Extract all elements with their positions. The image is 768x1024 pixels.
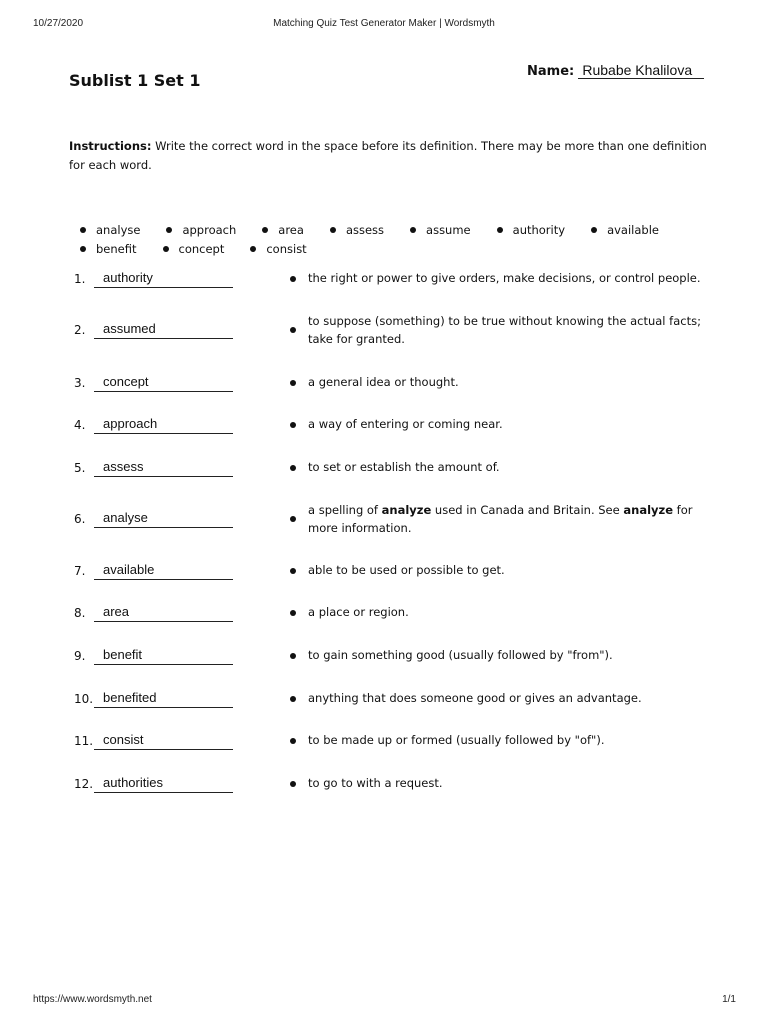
answer-field[interactable] [94, 776, 233, 793]
bullet-icon [250, 246, 256, 252]
definition-fragment: for more information. [308, 503, 693, 535]
word-bank-word: analyse [96, 223, 141, 237]
definition-text: anything that does someone good or gives an advantage. [308, 691, 642, 705]
question-number: 9. [74, 649, 86, 663]
definition-keyword: analyze [623, 503, 674, 517]
bullet-icon [262, 227, 268, 233]
question-number: 1. [74, 272, 86, 286]
answer-field[interactable] [94, 605, 233, 622]
answer-field[interactable] [94, 691, 233, 708]
bullet-icon [290, 696, 296, 702]
word-bank-word: assume [426, 223, 471, 237]
word-bank-item [80, 240, 137, 259]
bullet-icon [290, 465, 296, 471]
question-number: 4. [74, 418, 86, 432]
word-bank-item [330, 221, 384, 240]
instructions-label: Instructions: [69, 139, 152, 153]
question-number: 5. [74, 461, 86, 475]
word-bank-word: assess [345, 223, 385, 237]
answer-text: benefited [103, 690, 157, 705]
word-bank-item [591, 221, 659, 240]
question-number: 2. [74, 323, 86, 337]
word-bank-item [497, 221, 565, 240]
answer-text: available [103, 562, 155, 577]
question-number: 6. [74, 512, 86, 526]
definition-text: a general idea or thought. [308, 375, 459, 389]
print-page-title: Matching Quiz Test Generator Maker | Wordsmyth [273, 18, 495, 29]
bullet-icon [290, 327, 296, 333]
word-bank-item [163, 240, 225, 259]
definition-text: to set or establish the amount of. [308, 460, 500, 474]
bullet-icon [290, 568, 296, 574]
answer-text: area [103, 604, 130, 619]
bullet-icon [330, 227, 336, 233]
answer-text: authorities [103, 775, 163, 790]
answer-text: approach [103, 416, 158, 431]
bullet-icon [290, 653, 296, 659]
word-bank-word: authority [512, 223, 566, 237]
question-number: 10. [74, 692, 94, 706]
bullet-icon [80, 246, 86, 252]
name-label: Name: [527, 64, 575, 79]
definition-keyword: analyze [381, 503, 432, 517]
word-bank-word: concept [178, 242, 225, 256]
answer-text: assess [103, 459, 144, 474]
definition-text: to be made up or formed (usually followed by "of"). [308, 733, 605, 747]
word-bank-item [250, 240, 306, 259]
definition-text: the right or power to give orders, make decisions, or control people. [308, 271, 701, 285]
bullet-icon [290, 276, 296, 282]
definition-text: able to be used or possible to get. [308, 563, 505, 577]
answer-text: benefit [103, 647, 143, 662]
question-number: 8. [74, 606, 86, 620]
answer-field[interactable] [94, 511, 233, 528]
print-url: https://www.wordsmyth.net [33, 994, 152, 1005]
name-field [527, 62, 704, 79]
bullet-icon [410, 227, 416, 233]
word-bank-word: benefit [96, 242, 137, 256]
print-date: 10/27/2020 [33, 18, 84, 29]
word-bank-word: consist [266, 242, 307, 256]
bullet-icon [290, 380, 296, 386]
answer-field[interactable] [94, 460, 233, 477]
bullet-icon [497, 227, 503, 233]
word-bank-word: approach [182, 223, 237, 237]
bullet-icon [290, 738, 296, 744]
answer-field[interactable] [94, 271, 233, 288]
answer-text: analyse [103, 510, 148, 525]
answer-field[interactable] [94, 322, 233, 339]
word-bank-item [410, 221, 471, 240]
answer-field[interactable] [94, 563, 233, 580]
word-bank-word: area [278, 223, 304, 237]
definition-fragment: a spelling of [308, 503, 382, 517]
name-value[interactable]: Rubabe Khalilova [578, 62, 704, 79]
question-number: 12. [74, 777, 94, 791]
answer-text: consist [103, 732, 144, 747]
question-number: 3. [74, 376, 86, 390]
question-number: 11. [74, 734, 94, 748]
bullet-icon [163, 246, 169, 252]
bullet-icon [166, 227, 172, 233]
worksheet-title: Sublist 1 Set 1 [69, 71, 201, 90]
word-bank-item [166, 221, 236, 240]
answer-field[interactable] [94, 648, 233, 665]
word-bank-item [80, 221, 140, 240]
bullet-icon [80, 227, 86, 233]
instructions-text: Write the correct word in the space before its definition. There may be more than one definition for each word. [69, 139, 707, 172]
definition-text: a way of entering or coming near. [308, 417, 503, 431]
answer-field[interactable] [94, 417, 233, 434]
bullet-icon [290, 516, 296, 522]
word-bank-word: available [607, 223, 659, 237]
instructions [69, 137, 719, 175]
definition-text: to suppose (something) to be true without knowing the actual facts; take for granted. [308, 314, 701, 346]
answer-field[interactable] [94, 375, 233, 392]
definition-text: to gain something good (usually followed by "from"). [308, 648, 613, 662]
answer-field[interactable] [94, 733, 233, 750]
answer-text: authority [103, 270, 153, 285]
word-bank [80, 221, 720, 259]
definition-fragment: used in Canada and Britain. See [431, 503, 624, 517]
answer-text: assumed [103, 321, 156, 336]
question-number: 7. [74, 564, 86, 578]
bullet-icon [290, 781, 296, 787]
definition-text: to go to with a request. [308, 776, 443, 790]
bullet-icon [290, 610, 296, 616]
print-page-number: 1/1 [722, 994, 736, 1005]
definition-text: a place or region. [308, 605, 409, 619]
definition-text [308, 501, 708, 537]
word-bank-item [262, 221, 304, 240]
answer-text: concept [103, 374, 149, 389]
bullet-icon [290, 422, 296, 428]
bullet-icon [591, 227, 597, 233]
